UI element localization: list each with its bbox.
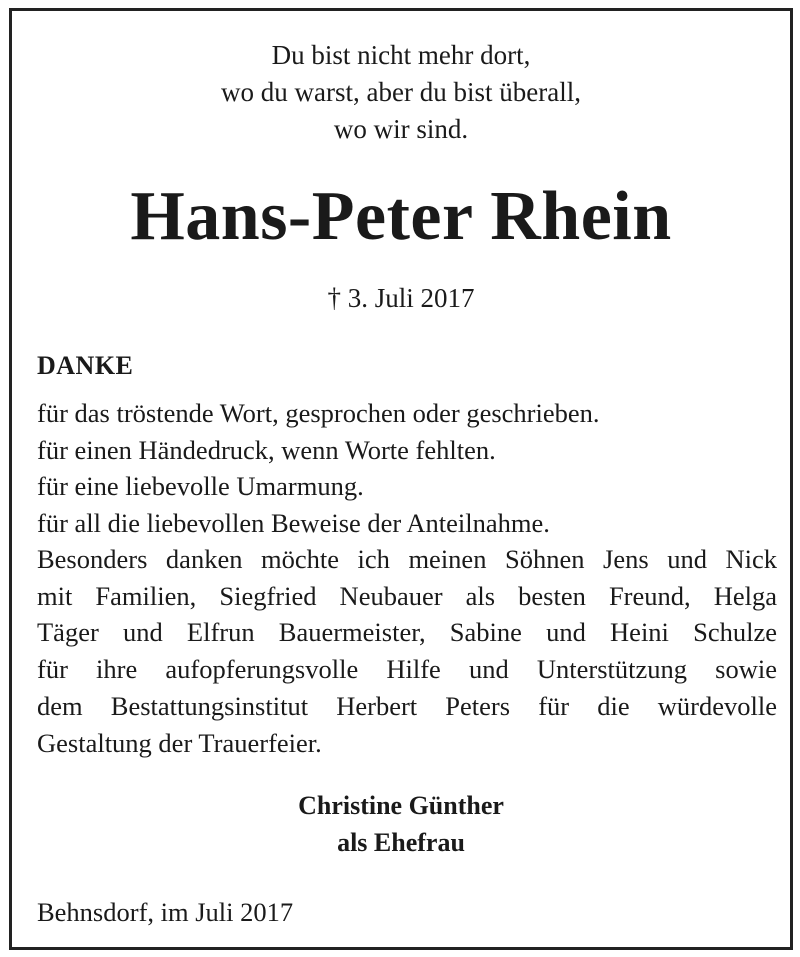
poem-line: wo du warst, aber du bist überall, bbox=[221, 77, 581, 107]
poem-line: Du bist nicht mehr dort, bbox=[271, 40, 531, 70]
obituary-frame bbox=[9, 8, 793, 950]
paragraph-line: mit Familien, Siegfried Neubauer als besten Freund, Helga bbox=[37, 580, 777, 611]
thanks-line: für einen Händedruck, wenn Worte fehlten. bbox=[37, 434, 496, 465]
paragraph-line: für ihre aufopferungsvolle Hilfe und Unterstützung sowie bbox=[37, 654, 777, 685]
signature-relation: als Ehefrau bbox=[337, 828, 465, 857]
signature bbox=[12, 787, 790, 861]
paragraph-line: Gestaltung der Trauerfeier. bbox=[37, 727, 322, 758]
death-date: † 3. Juli 2017 bbox=[327, 283, 475, 313]
thanks-heading: DANKE bbox=[37, 351, 134, 380]
poem-line: wo wir sind. bbox=[333, 114, 469, 144]
signature-name: Christine Günther bbox=[298, 791, 504, 820]
thanks-list bbox=[37, 395, 777, 542]
thanks-paragraph bbox=[37, 541, 777, 761]
thanks-line: für eine liebevolle Umarmung. bbox=[37, 471, 364, 502]
paragraph-line: dem Bestattungsinstitut Herbert Peters für die würdevolle bbox=[37, 690, 777, 721]
deceased-name: Hans-Peter Rhein bbox=[130, 178, 672, 255]
thanks-line: für das tröstende Wort, gesprochen oder geschrieben. bbox=[37, 398, 600, 428]
place-date: Behnsdorf, im Juli 2017 bbox=[37, 897, 294, 927]
thanks-line: für all die liebevollen Beweise der Anteilnahme. bbox=[37, 508, 550, 539]
paragraph-line: Täger und Elfrun Bauermeister, Sabine und Heini Schulze bbox=[37, 617, 777, 648]
paragraph-line: Besonders danken möchte ich meinen Söhnen Jens und Nick bbox=[37, 544, 777, 574]
poem bbox=[12, 37, 790, 148]
